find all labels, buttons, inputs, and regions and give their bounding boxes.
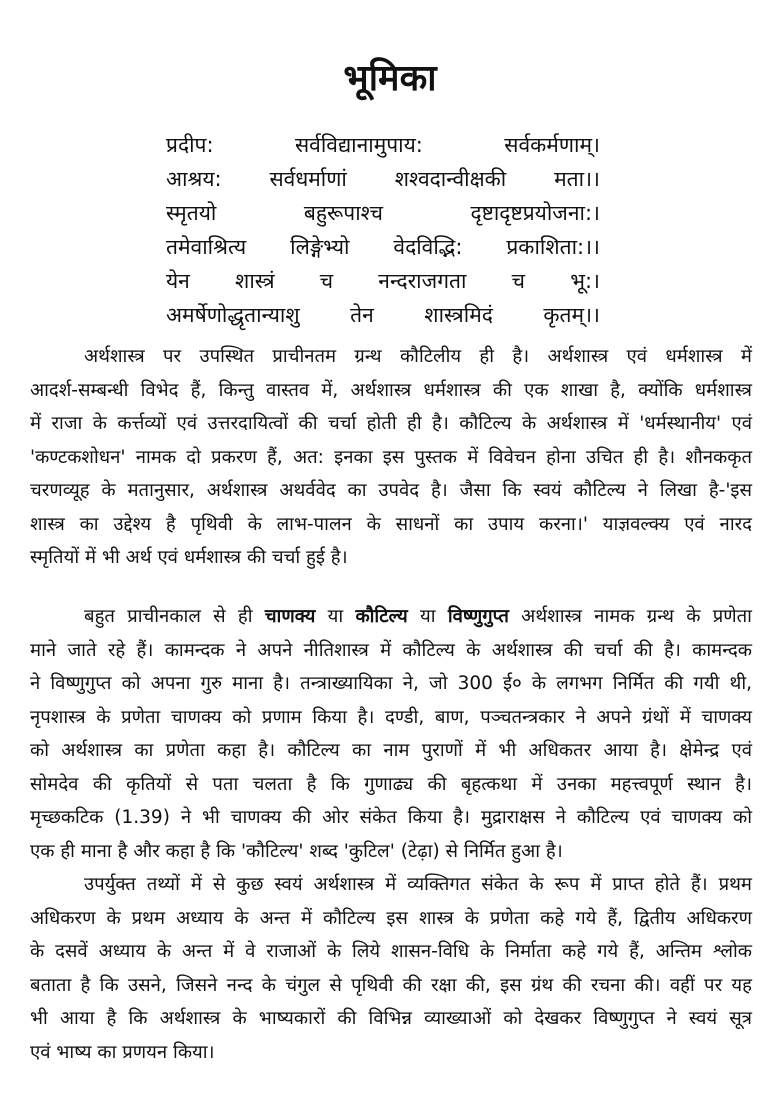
text-line	[30, 835, 752, 869]
text-segment: अर्थशास्त्र पर उपस्थित प्राचीनतम ग्रन्थ कौटिलीय ही है। अर्थशास्त्र एवं धर्मशास्त्र में	[84, 346, 752, 367]
text-segment: ने विष्णुगुप्त को अपना गुरु माना है। तन्त्राख्यायिका ने, जो 300 ई० के लगभग निर्मित की गयी थी,	[30, 673, 752, 694]
verse-line: अमर्षेणोद्धृतान्याशु तेन शास्त्रमिदं कृतम्।।	[166, 303, 600, 327]
text-segment: भी आया है कि अर्थशास्त्र के भाष्यकारों की विभिन्न व्याख्याओं को देखकर विष्णुगुप्त ने स्वयं सूत्र	[30, 1008, 752, 1029]
text-segment: सोमदेव की कृतियों से पता चलता है कि गुणाढ्य की बृहत्कथा में उनका महत्त्वपूर्ण स्थान है।	[30, 773, 752, 795]
text-line	[30, 935, 752, 969]
bold-name: कौटिल्य	[355, 606, 408, 627]
verse-line: येन शास्त्रं च नन्दराजगता च भू:।	[166, 269, 600, 293]
verse-line: तमेवाश्रित्य लिङ्गेभ्यो वेदविद्भि: प्रकाशिता:।।	[166, 235, 600, 259]
text-segment: एक ही माना है और कहा है कि 'कौटिल्य' शब्द 'कुटिल' (टेढ़ा) से निर्मित हुआ है।	[30, 840, 563, 862]
text-segment: या	[407, 606, 448, 627]
text-segment: चरणव्यूह के मतानुसार, अर्थशास्त्र अथर्ववेद का उपवेद है। जैसा कि स्वयं कौटिल्य ने लिखा है-'इस	[30, 480, 752, 501]
text-line	[30, 734, 752, 768]
text-line	[30, 541, 752, 575]
text-segment: में राजा के कर्त्तव्यों एवं उत्तरदायित्वों की चर्चा होती ही है। कौटिल्य के अर्थशास्त्र में 'धर्मस्थानीय' एवं	[30, 413, 752, 434]
verse-line: प्रदीप: सर्वविद्यानामुपाय: सर्वकर्मणाम्।	[166, 133, 600, 157]
verse-line: आश्रय: सर्वधर्माणां शश्वदान्वीक्षकी मता।।	[166, 167, 600, 191]
sanskrit-verse	[166, 128, 600, 332]
paragraph-3	[30, 868, 752, 1069]
text-segment: 'कण्टकशोधन' नामक दो प्रकरण हैं, अत: इनका इस पुस्तक में विवेचन होना उचित ही है। शौनककृत	[30, 446, 752, 468]
text-line	[30, 441, 752, 475]
text-segment: नृपशास्त्र के प्रणेता चाणक्य को प्रणाम किया है। दण्डी, बाण, पञ्चतन्त्रकार ने अपने ग्रंथों में चाणक्य	[30, 706, 752, 728]
bold-name: चाणक्य	[264, 606, 316, 627]
text-line	[30, 634, 752, 668]
text-segment: शास्त्र का उद्देश्य है पृथिवी के लाभ-पालन के साधनों का उपाय करना।' याज्ञवल्क्य एवं नारद	[30, 513, 752, 535]
text-line	[30, 374, 752, 408]
text-segment: अर्थशास्त्र नामक ग्रन्थ के प्रणेता	[508, 606, 752, 627]
text-line	[30, 969, 752, 1003]
text-line	[30, 340, 752, 374]
paragraph-2	[30, 600, 752, 868]
text-segment: बताता है कि उसने, जिसने नन्द के चंगुल से पृथिवी की रक्षा की, इस ग्रंथ की रचना की। वहीं पर यह	[30, 974, 752, 996]
text-line	[30, 667, 752, 701]
text-segment: अधिकरण के प्रथम अध्याय के अन्त में कौटिल्य इस शास्त्र के प्रणेता कहे गये हैं, द्वितीय अधिकरण	[30, 907, 752, 929]
text-segment: माने जाते रहे हैं। कामन्दक ने अपने नीतिशास्त्र में कौटिल्य के अर्थशास्त्र की चर्चा की है। कामन्दक	[30, 639, 752, 661]
text-segment: मृच्छकटिक (1.39) ने भी चाणक्य की ओर संकेत किया है। मुद्राराक्षस ने कौटिल्य एवं चाणक्य को	[30, 807, 752, 828]
text-line	[30, 701, 752, 735]
text-line	[30, 768, 752, 802]
text-segment: आदर्श-सम्बन्धी विभेद हैं, किन्तु वास्तव में, अर्थशास्त्र धर्मशास्त्र की एक शाखा है, क्योंकि धर्मशास्त्र	[30, 379, 752, 401]
text-line	[30, 600, 752, 634]
text-segment: स्मृतियों में भी अर्थ एवं धर्मशास्त्र की चर्चा हुई है।	[30, 547, 348, 568]
text-segment: एवं भाष्य का प्रणयन किया।	[30, 1041, 215, 1063]
text-line	[30, 801, 752, 835]
bold-name: विष्णुगुप्त	[447, 606, 509, 627]
paragraph-1	[30, 340, 752, 575]
page-title: भूमिका	[343, 58, 437, 99]
text-segment: बहुत प्राचीनकाल से ही	[84, 606, 265, 627]
text-segment: या	[315, 606, 356, 627]
text-segment: को अर्थशास्त्र का प्रणेता कहा है। कौटिल्य का नाम पुराणों में भी अधिकतर आया है। क्षेमेन्द्र एवं	[30, 740, 752, 761]
text-line	[30, 508, 752, 542]
text-segment: के दसवें अध्याय के अन्त में वे राजाओं के लिये शासन-विधि के निर्माता कहे गये हैं, अन्तिम श्लोक	[30, 941, 752, 962]
text-line	[30, 902, 752, 936]
text-line	[30, 474, 752, 508]
text-line	[30, 868, 752, 902]
text-segment: उपर्युक्त तथ्यों में से कुछ स्वयं अर्थशास्त्र में व्यक्तिगत संकेत के रूप में प्राप्त होते हैं। प्रथम	[84, 874, 752, 895]
verse-line: स्मृतयो बहुरूपाश्च दृष्टादृष्टप्रयोजना:।	[166, 201, 600, 225]
text-line	[30, 1036, 752, 1070]
text-line	[30, 1002, 752, 1036]
text-line	[30, 407, 752, 441]
